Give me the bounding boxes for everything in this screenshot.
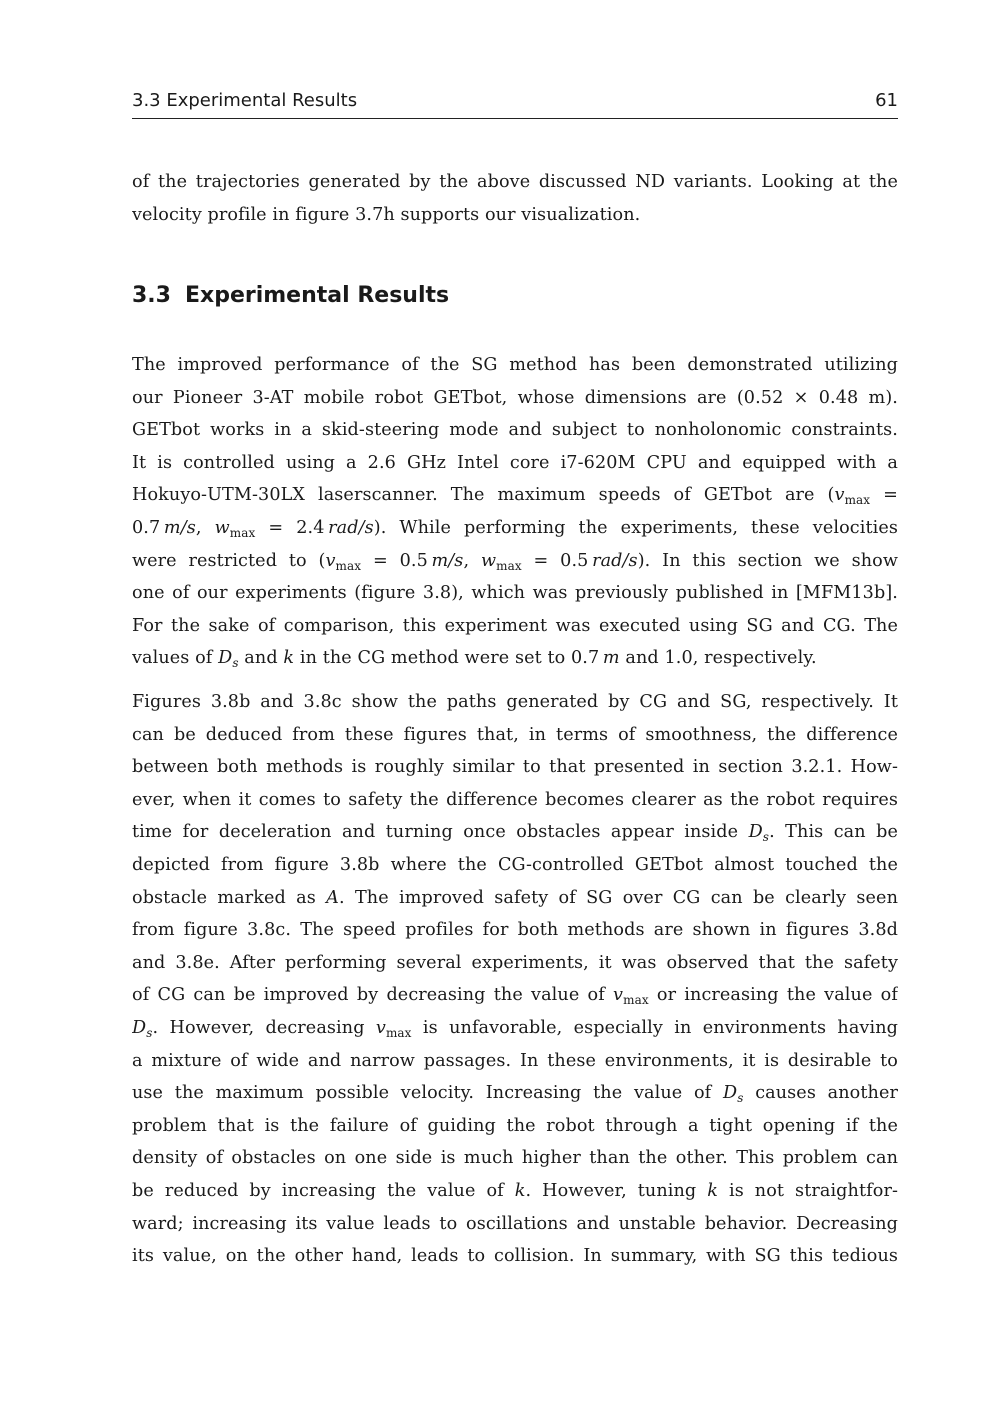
paragraph-intro (132, 166, 898, 231)
text-line: a mixture of wide and narrow passages. In these environments, it is desirable to (132, 1050, 898, 1071)
text-line: depicted from figure 3.8b where the CG-controlled GETbot almost touched the (132, 854, 898, 875)
text-line: ever, when it comes to safety the difference becomes clearer as the robot requires (132, 789, 898, 810)
document-page (132, 0, 898, 1419)
paragraph-results-discussion (132, 686, 898, 1273)
text-line: obstacle marked as A. The improved safety of SG over CG can be clearly seen (132, 887, 898, 908)
text-line: were restricted to ($v_{max} = 0.5$ m/s, $w_{max} = 0.5$ rad/s). In this section we show (132, 550, 898, 573)
text-line: be reduced by increasing the value of k. However, tuning k is not straightfor- (132, 1180, 898, 1201)
page-number: 61 (875, 90, 898, 111)
text-line: of CG can be improved by decreasing the value of $v_{max}$ or increasing the value of (132, 985, 898, 1008)
text-line: For the sake of comparison, this experiment was executed using SG and CG. The (132, 615, 898, 636)
text-line: one of our experiments (figure 3.8), which was previously published in [MFM13b]. (132, 583, 898, 604)
text-line: $D_s$. However, decreasing $v_{max}$ is unfavorable, especially in environments having (132, 1017, 898, 1040)
text-line: Figures 3.8b and 3.8c show the paths generated by CG and SG, respectively. It (132, 692, 898, 712)
text-line: its value, on the other hand, leads to collision. In summary, with SG this tedious (132, 1246, 898, 1267)
text-line: Hokuyo-UTM-30LX laserscanner. The maximum speeds of GETbot are ($v_{max}$ = (132, 485, 898, 508)
text-line: velocity profile in figure 3.7h supports our visualization. (132, 204, 641, 225)
text-line: of the trajectories generated by the above discussed ND variants. Looking at the (132, 172, 898, 192)
header-section-title: 3.3 Experimental Results (132, 90, 358, 111)
text-line: 0.7 m/s, $w_{max} = 2.4$ rad/s). While performing the experiments, these velocities (132, 517, 898, 540)
text-line: between both methods is roughly similar to that presented in section 3.2.1. How- (132, 757, 898, 778)
running-header (132, 88, 898, 119)
text-line: The improved performance of the SG method has been demonstrated utilizing (132, 355, 898, 375)
section-heading (132, 280, 449, 312)
text-line: time for deceleration and turning once obstacles appear inside $D_s$. This can be (132, 822, 898, 845)
text-line: can be deduced from these figures that, in terms of smoothness, the difference (132, 724, 898, 745)
text-line: GETbot works in a skid-steering mode and subject to nonholonomic constraints. (132, 420, 898, 441)
text-line: It is controlled using a 2.6 GHz Intel core i7-620M CPU and equipped with a (132, 452, 898, 473)
text-line: use the maximum possible velocity. Increasing the value of $D_s$ causes another (132, 1083, 898, 1106)
section-number: 3.3 (132, 283, 171, 308)
text-line: density of obstacles on one side is much higher than the other. This problem can (132, 1148, 898, 1169)
section-title: Experimental Results (184, 283, 450, 308)
text-line: values of $D_s$ and k in the CG method were set to 0.7 m and 1.0, respectively. (132, 648, 817, 671)
text-line: our Pioneer 3-AT mobile robot GETbot, whose dimensions are (0.52 × 0.48 m). (132, 387, 898, 408)
text-line: and 3.8e. After performing several experiments, it was observed that the safety (132, 952, 898, 973)
text-line: ward; increasing its value leads to oscillations and unstable behavior. Decreasing (132, 1213, 898, 1234)
paragraph-experiment-setup (132, 349, 898, 675)
text-line: from figure 3.8c. The speed profiles for both methods are shown in figures 3.8d (132, 920, 898, 941)
text-line: problem that is the failure of guiding the robot through a tight opening if the (132, 1115, 898, 1136)
